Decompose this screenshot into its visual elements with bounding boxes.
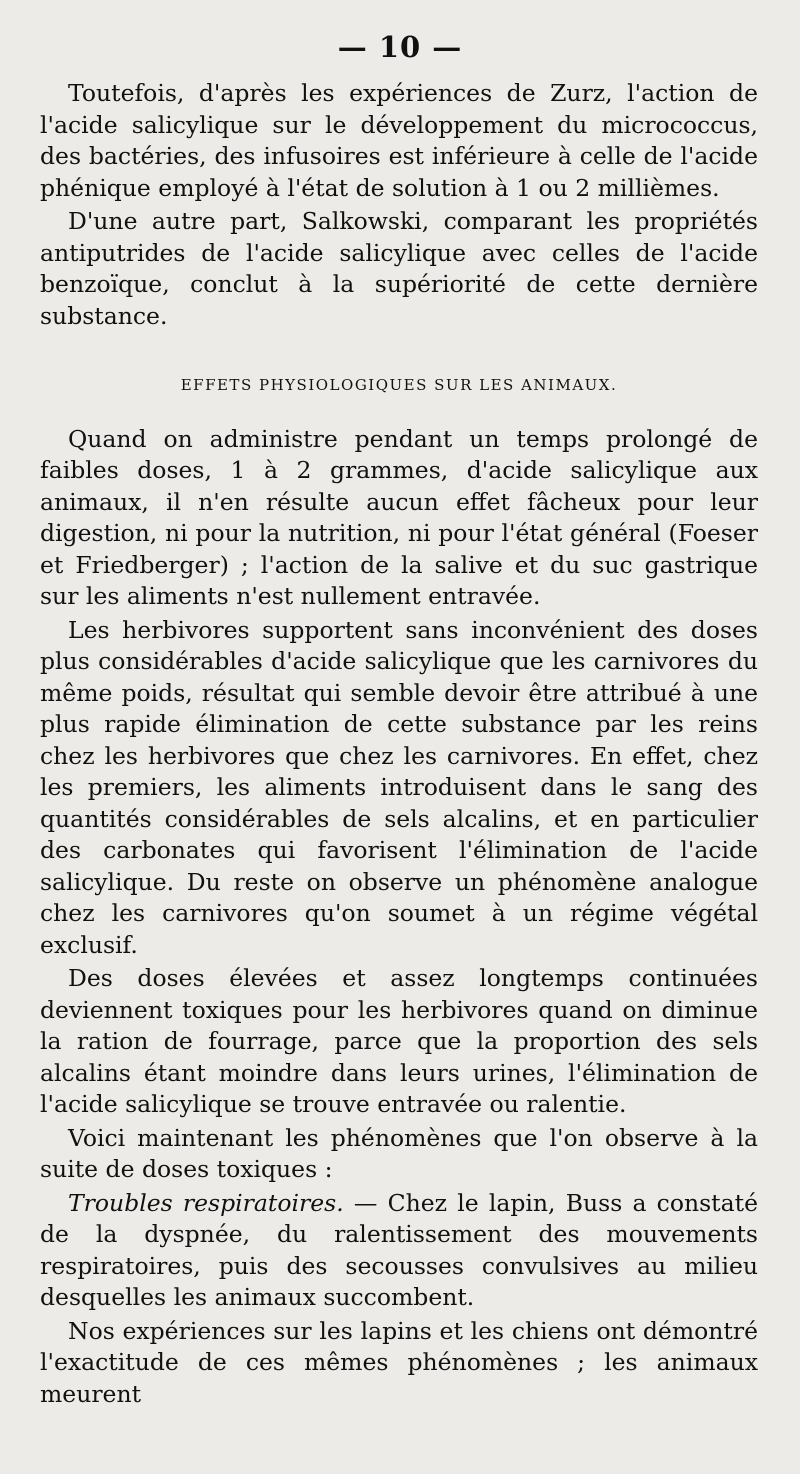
paragraph-phenomenes: Voici maintenant les phénomènes que l'on observe à la suite de doses toxiques : xyxy=(40,1123,758,1183)
paragraph-herbivores: Les herbivores supportent sans inconvénient des doses plus considérables d'acide salicylique que les carnivores du même poids, résultat qui semble devoir être attribué à une plus rapide élimination de cette substance par les reins chez les herbivores que chez les carnivores. En effet, chez les premiers, les aliments introduisent dans le sang des quantités considérables de sels alcalins, et en particulier des carbonates qui favorisent l'élimination de l'acide salicylique. Du reste on observe un phénomène analogue chez les carnivores qu'on soumet à un régime végétal exclusif. xyxy=(40,615,758,959)
troubles-lead: Troubles respiratoires. xyxy=(68,1188,344,1217)
paragraph-zurz: Toutefois, d'après les expériences de Zurz, l'action de l'acide salicylique sur le développement du micrococcus, des bactéries, des infusoires est inférieure à celle de l'acide phénique employé à l'état de solution à 1 ou 2 millièmes. xyxy=(40,79,758,202)
paragraph-doses-elevees: Des doses élevées et assez longtemps continuées deviennent toxiques pour les herbivores quand on diminue la ration de fourrage, parce que la proportion des sels alcalins étant moindre dans leurs urines, l'élimination de l'acide salicylique se trouve entravée ou ralentie. xyxy=(40,964,758,1118)
section-heading: EFFETS PHYSIOLOGIQUES SUR LES ANIMAUX. xyxy=(180,376,618,394)
paragraph-faibles-doses: Quand on administre pendant un temps prolongé de faibles doses, 1 à 2 grammes, d'acide salicylique aux animaux, il n'en résulte aucun effet fâcheux pour leur digestion, ni pour la nutrition, ni pour l'état général (Foeser et Friedberger) ; l'action de la salive et du suc gastrique sur les aliments n'est nullement entravée. xyxy=(40,424,758,610)
paragraph-nos-experiences: Nos expériences sur les lapins et les chiens ont démontré l'exactitude de ces mêmes phénomènes ; les animaux meurent xyxy=(40,1316,758,1408)
paragraph-salkowski: D'une autre part, Salkowski, comparant les propriétés antiputrides de l'acide salicylique avec celles de l'acide benzoïque, conclut à la supériorité de cette dernière substance. xyxy=(40,207,758,330)
page-number: — 10 — xyxy=(337,30,463,64)
body-text xyxy=(40,78,758,1412)
troubles-text: — Chez le lapin, Buss a constaté de la dyspnée, du ralentissement des mouvements respiratoires, puis des secousses convulsives au milieu desquelles les animaux succombent. xyxy=(40,1188,758,1311)
paragraph-troubles-respiratoires xyxy=(40,1188,758,1314)
